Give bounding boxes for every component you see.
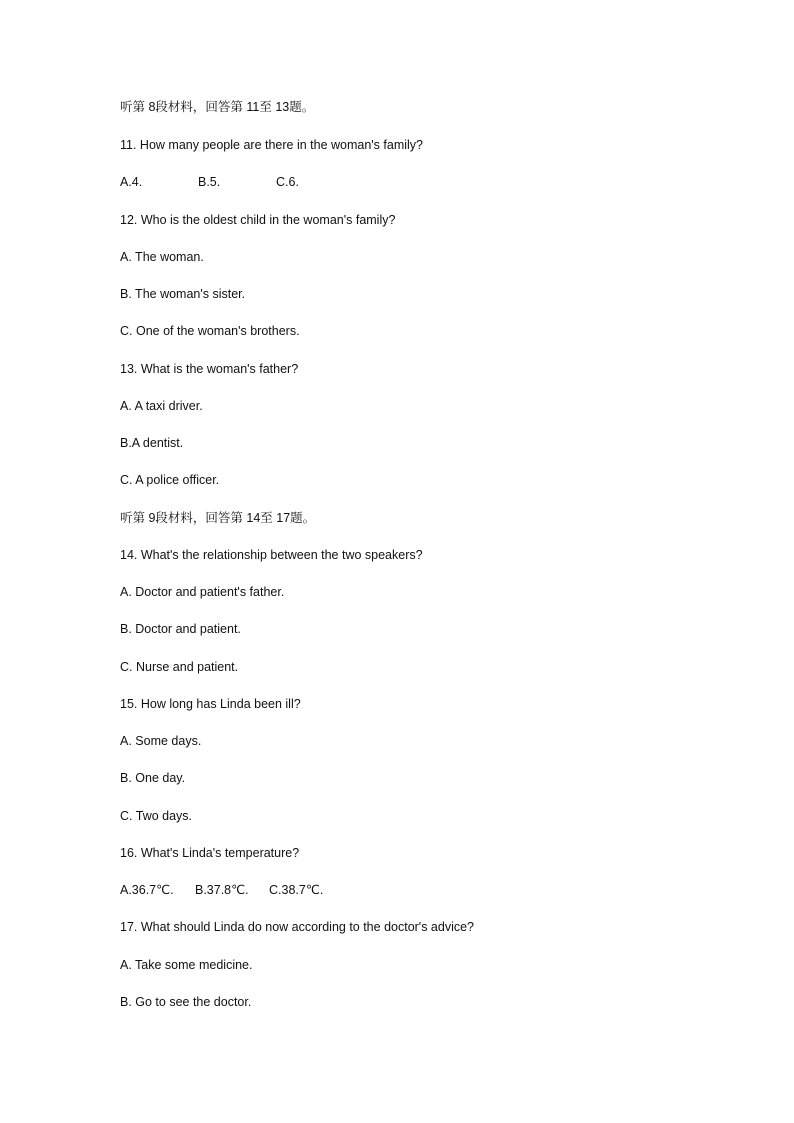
section-8-heading: 听第 8段材料，回答第 11至 13题。 xyxy=(120,100,315,114)
question-15-option-c: C. Two days. xyxy=(120,809,193,823)
question-14-option-a: A. Doctor and patient's father. xyxy=(120,585,285,599)
question-14-option-b: B. Doctor and patient. xyxy=(120,622,241,636)
question-15: 15. How long has Linda been ill? xyxy=(120,697,301,711)
question-16: 16. What's Linda's temperature? xyxy=(120,846,300,860)
question-12-option-a: A. The woman. xyxy=(120,250,204,264)
question-13: 13. What is the woman's father? xyxy=(120,362,299,376)
option-c: C.38.7℃. xyxy=(269,883,324,897)
question-12-option-b: B. The woman's sister. xyxy=(120,287,246,301)
question-13-option-b: B.A dentist. xyxy=(120,436,184,450)
option-a: A.36.7℃. xyxy=(120,883,174,897)
question-12-option-c: C. One of the woman's brothers. xyxy=(120,324,300,338)
question-12: 12. Who is the oldest child in the woman's family? xyxy=(120,213,396,227)
question-17-option-a: A. Take some medicine. xyxy=(120,958,253,972)
section-9-heading: 听第 9段材料，回答第 14至 17题。 xyxy=(120,511,316,525)
option-b: B.5. xyxy=(198,175,221,189)
question-15-option-b: B. One day. xyxy=(120,771,186,785)
question-17: 17. What should Linda do now according to the doctor's advice? xyxy=(120,920,474,934)
question-15-option-a: A. Some days. xyxy=(120,734,202,748)
option-c: C.6. xyxy=(276,175,299,189)
question-17-option-b: B. Go to see the doctor. xyxy=(120,995,252,1009)
question-11: 11. How many people are there in the woman's family? xyxy=(120,138,424,152)
question-14: 14. What's the relationship between the two speakers? xyxy=(120,548,423,562)
question-13-option-c: C. A police officer. xyxy=(120,473,220,487)
option-b: B.37.8℃. xyxy=(195,883,249,897)
question-13-option-a: A. A taxi driver. xyxy=(120,399,203,413)
question-14-option-c: C. Nurse and patient. xyxy=(120,660,239,674)
option-a: A.4. xyxy=(120,175,143,189)
